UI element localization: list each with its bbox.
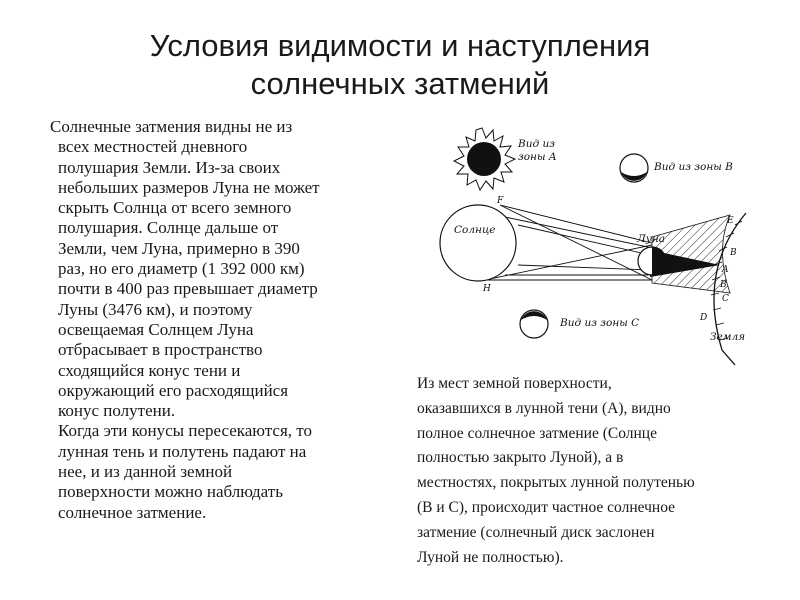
body-line: почти в 400 раз превышает диаметр [58, 279, 318, 299]
point-h-label: H [483, 284, 491, 294]
body-line: скрыть Солнца от всего земного [58, 198, 292, 218]
body-line: Луны (3476 км), и поэтому [58, 299, 253, 319]
point-b-label: B [730, 248, 737, 258]
point-f-label: F [497, 196, 504, 206]
body-text [44, 117, 414, 523]
body-line: Земли, чем Луна, примерно в 390 [58, 238, 300, 258]
body-line: полушария. Солнце дальше от [58, 218, 279, 238]
earth-label: Земля [710, 331, 746, 343]
body-line: конус полутени. [58, 401, 176, 421]
body-line: Когда эти конусы пересекаются, то [58, 421, 312, 441]
body-line: нее, и из данной земной [58, 462, 233, 482]
body-line: сходящийся конус тени и [58, 360, 241, 380]
diagram-caption [417, 372, 792, 570]
zone-a-label: зоны A [518, 151, 557, 163]
point-c-label: C [722, 294, 729, 304]
zone-b-view-icon [620, 154, 648, 182]
point-d-label: D [700, 313, 708, 323]
zone-c-view-icon [520, 310, 548, 338]
body-line: небольших размеров Луна не может [58, 177, 320, 197]
body-line: лунная тень и полутень падают на [58, 441, 307, 461]
title-line: солнечных затмений [250, 66, 550, 101]
point-e-label: E [727, 216, 734, 226]
point-b2-label: B [720, 280, 727, 290]
body-line: поверхности можно наблюдать [58, 482, 283, 502]
point-a-label: A [722, 265, 729, 275]
body-line: освещаемая Солнцем Луна [58, 319, 254, 339]
body-line: отбрасывает в пространство [58, 340, 263, 360]
zone-a-view-icon [454, 128, 515, 190]
title-line: Условия видимости и наступления [149, 28, 651, 63]
eclipse-diagram [430, 125, 760, 370]
body-line: солнечное затмение. [58, 502, 207, 522]
body-line: Солнечные затмения видны не из [50, 117, 293, 136]
caption-line: местностях, покрытых лунной полутенью [417, 474, 695, 492]
caption-line: Из мест земной поверхности, [417, 375, 612, 392]
slide-title [0, 27, 800, 103]
body-line: полушария Земли. Из-за своих [58, 157, 281, 177]
moon-label: Луна [637, 233, 666, 245]
caption-line: полное солнечное затмение (Солнце [417, 424, 657, 442]
sun-circle [440, 205, 516, 281]
body-line: всех местностей дневного [58, 137, 248, 157]
zone-c-label: Вид из зоны C [560, 317, 640, 329]
zone-b-label: Вид из зоны B [654, 161, 733, 173]
body-line: раз, но его диаметр (1 392 000 км) [58, 259, 305, 279]
zone-a-label: Вид из [518, 138, 555, 150]
caption-line: (В и С), происходит частное солнечное [417, 498, 676, 516]
caption-line: оказавшихся в лунной тени (А), видно [417, 399, 671, 417]
caption-line: затмение (солнечный диск заслонен [417, 523, 655, 541]
caption-line: Луной не полностью). [417, 548, 564, 566]
caption-line: полностью закрыто Луной), а в [417, 449, 624, 467]
sun-label: Солнце [454, 224, 496, 236]
body-line: окружающий его расходящийся [58, 380, 289, 400]
